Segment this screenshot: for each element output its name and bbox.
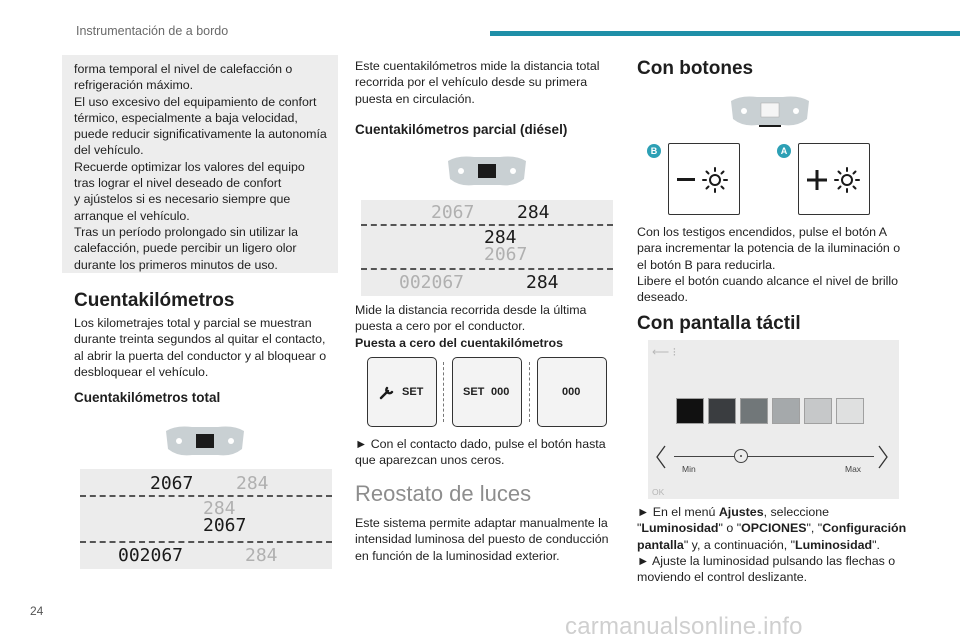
brightness-swatch[interactable] xyxy=(676,398,704,424)
brightness-icon xyxy=(833,166,861,194)
section-title-dimmer: Reostato de luces xyxy=(355,481,532,506)
dashed-separator xyxy=(361,224,613,226)
ok-button[interactable]: OK xyxy=(652,487,665,497)
dimmer-decrease-button[interactable] xyxy=(668,143,740,215)
note-line: térmico, especialmente a baja velocidad, xyxy=(74,110,298,125)
odo-value: 284 xyxy=(526,272,559,293)
brightness-slider-thumb[interactable] xyxy=(733,448,749,464)
odo-value: 2067 xyxy=(431,202,475,223)
note-line: del vehículo. xyxy=(74,143,144,158)
note-line: durante los primeros minutos de uso. xyxy=(74,257,278,272)
back-arrow-icon[interactable]: ⟵ ⁝ xyxy=(652,345,677,359)
total-odometer-desc: Este cuentakilómetros mide la distancia total recorrida por el vehículo desde su primera puesta en circulación. xyxy=(355,59,600,106)
watermark: carmanualsonline.info xyxy=(565,613,803,640)
note-line: Tras un período prolongado sin utilizar la xyxy=(74,224,299,239)
cluster-underline xyxy=(759,125,781,127)
brightness-swatch[interactable] xyxy=(804,398,832,424)
step-divider xyxy=(529,362,530,422)
zero-value: 000 xyxy=(491,386,510,398)
section-title-buttons: Con botones xyxy=(637,58,754,79)
odo-value: 284 xyxy=(236,473,269,494)
touchscreen-instructions: ► En el menú Ajustes, seleccione "Luminosidad" o "OPCIONES", "Configuración pantalla" y, a continuación, "Luminosidad". ► Ajuste la luminosidad pulsando las flechas o moviendo el control deslizante. xyxy=(637,505,907,585)
odo-value: 2067 xyxy=(484,244,528,265)
set-button-wrench[interactable] xyxy=(367,357,437,427)
subtitle-total-odometer: Cuentakilómetros total xyxy=(74,390,221,405)
instrument-cluster-icon xyxy=(727,93,813,129)
dashed-separator xyxy=(80,541,332,543)
trip-odometer-desc: Mide la distancia recorrida desde la última puesta a cero por el conductor. Puesta a cero del cuentakilómetros xyxy=(355,303,587,350)
badge-b: B xyxy=(647,144,661,158)
odometer-intro: Los kilometrajes total y parcial se muestran durante treinta segundos al quitar el contacto, al abrir la puerta del conductor y al bloquear o desbloquear el vehículo. xyxy=(74,316,327,379)
badge-a: A xyxy=(777,144,791,158)
note-line: puede reducir significativamente la autonomía xyxy=(74,127,327,142)
note-line: El uso excesivo del equipamiento de confort xyxy=(74,94,317,109)
instrument-cluster-icon xyxy=(162,423,248,459)
dimmer-intro: Este sistema permite adaptar manualmente la intensidad luminosa del puesto de conducción en función de la luminosidad exterior. xyxy=(355,516,609,563)
slider-max-label: Max xyxy=(845,464,862,474)
total-odometer-display xyxy=(80,469,332,569)
odo-value: 002067 xyxy=(118,545,184,566)
buttons-instructions: Con los testigos encendidos, pulse el botón A para incrementar la potencia de la iluminación o el botón B para reducirla. Libere el botón cuando alcance el nivel de brillo deseado. xyxy=(637,225,901,305)
step-divider xyxy=(443,362,444,422)
set-label: SET xyxy=(402,386,424,398)
note-line: arranque el vehículo. xyxy=(74,208,190,223)
odo-value: 284 xyxy=(517,202,550,223)
odo-value: 002067 xyxy=(399,272,465,293)
note-line: calefacción, puede percibir un ligero olor xyxy=(74,241,297,256)
minus-icon xyxy=(677,178,695,181)
zero-display xyxy=(537,357,607,427)
reset-instructions: ► Con el contacto dado, pulse el botón hasta que aparezcan unos ceros. xyxy=(355,437,606,468)
note-line: refrigeración máximo. xyxy=(74,78,194,93)
arrow-left-icon[interactable] xyxy=(654,444,668,470)
brightness-swatch[interactable] xyxy=(836,398,864,424)
arrow-right-icon[interactable] xyxy=(876,444,890,470)
section-title-touchscreen: Con pantalla táctil xyxy=(637,313,801,334)
running-header: Instrumentación de a bordo xyxy=(76,24,229,38)
set-label: SET xyxy=(463,386,485,398)
brightness-icon xyxy=(701,166,729,194)
set-button-zero[interactable] xyxy=(452,357,522,427)
odo-value: 2067 xyxy=(203,515,247,536)
note-line: Recuerde optimizar los valores del equipo xyxy=(74,159,305,174)
page-number: 24 xyxy=(30,604,44,618)
odo-value: 284 xyxy=(203,498,236,519)
trip-odometer-display xyxy=(361,200,613,296)
odo-value: 284 xyxy=(484,227,517,248)
dashed-separator xyxy=(361,268,613,270)
subtitle-trip-odometer: Cuentakilómetros parcial (diésel) xyxy=(355,122,568,137)
touchscreen-brightness-panel xyxy=(648,340,899,499)
odo-value: 2067 xyxy=(150,473,194,494)
brightness-slider-track[interactable] xyxy=(674,456,874,457)
header-accent-bar xyxy=(490,31,960,36)
section-title-odometer: Cuentakilómetros xyxy=(74,290,235,311)
slider-min-label: Min xyxy=(682,464,696,474)
note-line: forma temporal el nivel de calefacción o xyxy=(74,62,293,76)
brightness-swatch[interactable] xyxy=(772,398,800,424)
wrench-icon xyxy=(379,386,395,400)
plus-icon xyxy=(805,168,829,192)
brightness-swatch[interactable] xyxy=(740,398,768,424)
odo-value: 284 xyxy=(245,545,278,566)
brightness-swatch[interactable] xyxy=(708,398,736,424)
dimmer-increase-button[interactable] xyxy=(798,143,870,215)
note-line: tras lograr el nivel deseado de confort xyxy=(74,176,282,191)
note-line: y ajústelos si es necesario siempre que xyxy=(74,192,291,207)
note-box xyxy=(62,55,338,273)
zero-value: 000 xyxy=(562,386,581,398)
dashed-separator xyxy=(80,495,332,497)
instrument-cluster-icon xyxy=(444,153,530,189)
